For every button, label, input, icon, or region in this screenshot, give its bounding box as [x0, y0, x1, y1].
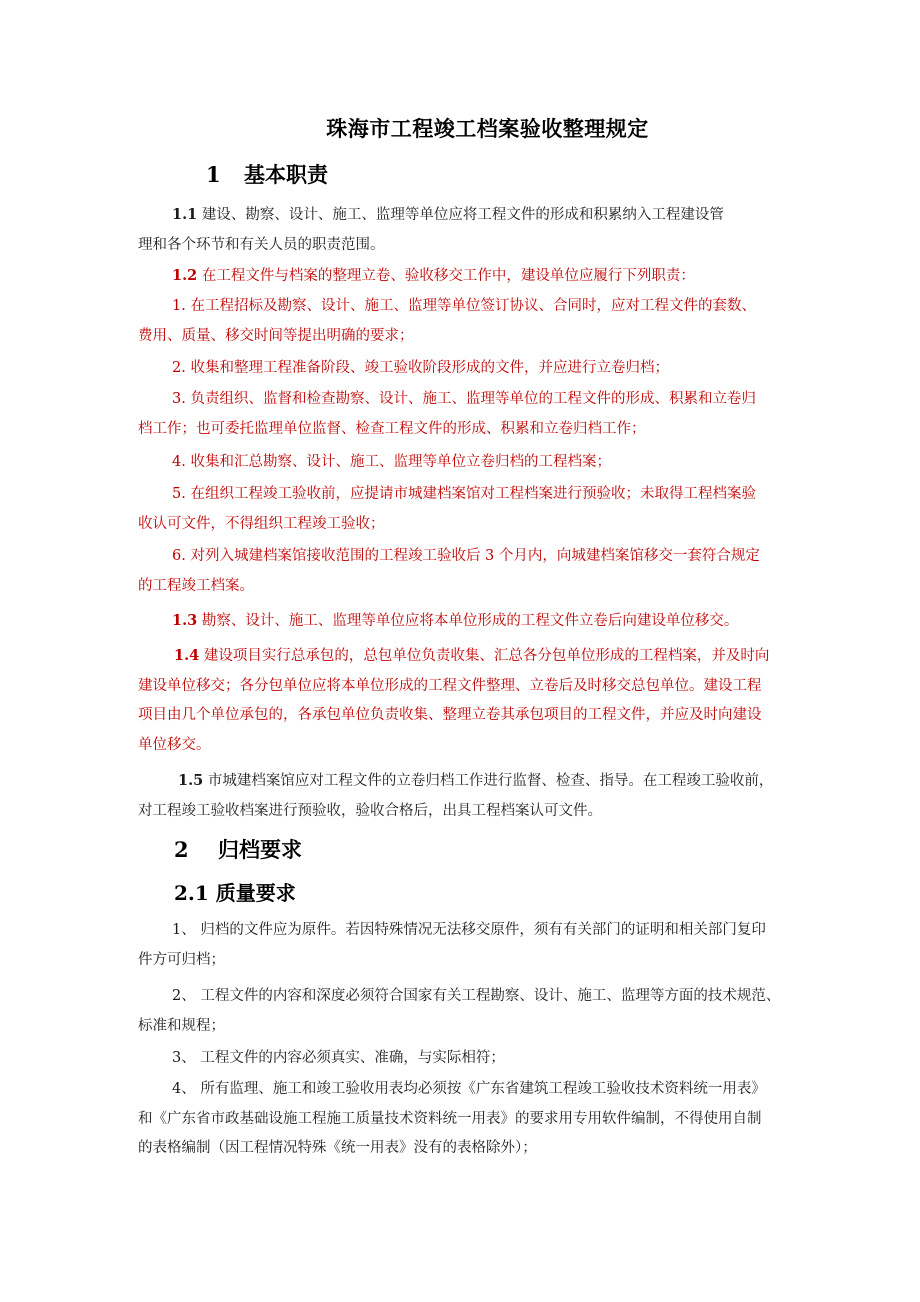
- section-2-title: 归档要求: [218, 837, 302, 862]
- paragraph-1-1-line2: 理和各个环节和有关人员的职责范围。: [138, 236, 385, 253]
- quality-item-1: [138, 916, 783, 975]
- paragraph-1-5-line1: 市城建档案馆应对工程文件的立卷归档工作进行监督、检查、指导。在工程竣工验收前，: [207, 773, 774, 789]
- paragraph-1-4-line1: 建设项目实行总承包的，总包单位负责收集、汇总各分包单位形成的工程档案，并及时向: [203, 648, 770, 664]
- list-item-number: 5.: [172, 486, 186, 502]
- list-item: [138, 354, 783, 384]
- list-item: [138, 448, 783, 478]
- list-item-text: 收集和汇总勘察、设计、施工、监理等单位立卷归档的工程档案；: [190, 454, 611, 470]
- list-item-text: 对列入城建档案馆接收范围的工程竣工验收后 3 个月内，向城建档案馆移交一套符合规定: [190, 548, 760, 564]
- paragraph-1-1: [138, 200, 783, 260]
- paragraph-1-3: [138, 606, 783, 637]
- section-2-1-heading: 2.1 质量要求: [174, 881, 296, 905]
- list-item-text-cont: 费用、质量、移交时间等提出明确的要求；: [138, 327, 414, 344]
- list-item-number: 1.: [172, 298, 186, 314]
- document-title: 珠海市工程竣工档案验收整理规定: [326, 116, 649, 141]
- paragraph-1-1-number: 1.1: [172, 206, 198, 223]
- list-item: [138, 480, 783, 539]
- list-item-number: 6.: [172, 548, 186, 564]
- quality-item-4-line3: 的表格编制（因工程情况特殊《统一用表》没有的表格除外）；: [138, 1140, 537, 1156]
- quality-item-2: [138, 982, 783, 1041]
- quality-item-4: [138, 1075, 783, 1164]
- quality-item-2-line2: 标准和规程；: [138, 1017, 225, 1034]
- list-item-text: 收集和整理工程准备阶段、竣工验收阶段形成的文件，并应进行立卷归档；: [190, 360, 669, 376]
- quality-item-2-line1: 2、 工程文件的内容和深度必须符合国家有关工程勘察、设计、施工、监理等方面的技术规范、: [172, 988, 781, 1004]
- paragraph-1-5-number: 1.5: [178, 772, 204, 789]
- paragraph-1-2-number: 1.2: [172, 267, 198, 284]
- paragraph-1-4-line2: 建设单位移交；各分包单位应将本单位形成的工程文件整理、立卷后及时移交总包单位。建设工程: [138, 677, 762, 694]
- paragraph-1-3-text: 勘察、设计、施工、监理等单位应将本单位形成的工程文件立卷后向建设单位移交。: [201, 613, 739, 629]
- paragraph-1-1-line1: 建设、勘察、设计、施工、监理等单位应将工程文件的形成和积累纳入工程建设管: [201, 207, 724, 223]
- quality-item-3: [138, 1044, 783, 1074]
- list-item-text-cont: 的工程竣工档案。: [138, 577, 254, 594]
- section-1-number: 1: [206, 162, 221, 187]
- paragraph-1-4-line4: 单位移交。: [138, 736, 211, 753]
- paragraph-1-5: [138, 766, 783, 826]
- section-1-title: 基本职责: [244, 162, 328, 187]
- list-item-text-cont: 收认可文件，不得组织工程竣工验收；: [138, 515, 385, 532]
- list-item: [138, 292, 783, 351]
- list-item-text: 在组织工程竣工验收前，应提请市城建档案馆对工程档案进行预验收；未取得工程档案验: [190, 486, 756, 502]
- quality-item-3-line1: 3、 工程文件的内容必须真实、准确，与实际相符；: [172, 1050, 505, 1066]
- list-item-number: 2.: [172, 360, 186, 376]
- paragraph-1-4-line3: 项目由几个单位承包的，各承包单位负责收集、整理立卷其承包项目的工程文件，并应及时向建设: [138, 707, 762, 723]
- section-1-heading: [206, 159, 328, 189]
- quality-item-1-line2: 件方可归档；: [138, 951, 225, 968]
- paragraph-1-3-number: 1.3: [172, 612, 198, 629]
- list-item-text: 在工程招标及勘察、设计、施工、监理等单位签订协议、合同时，应对工程文件的套数、: [190, 298, 756, 314]
- paragraph-1-5-line2: 对工程竣工验收档案进行预验收，验收合格后，出具工程档案认可文件。: [138, 802, 602, 819]
- list-item: [138, 542, 783, 601]
- list-item: [138, 385, 783, 444]
- list-item-text-cont: 档工作；也可委托监理单位监督、检查工程文件的形成、积累和立卷归档工作；: [138, 420, 646, 437]
- section-2-heading: [174, 834, 302, 864]
- paragraph-1-4: [138, 641, 783, 760]
- quality-item-4-line2: 和《广东省市政基础设施工程施工质量技术资料统一用表》的要求用专用软件编制，不得使用自制: [138, 1110, 762, 1127]
- quality-item-4-line1: 4、 所有监理、施工和竣工验收用表均必须按《广东省建筑工程竣工验收技术资料统一用表》: [172, 1081, 766, 1097]
- list-item-text: 负责组织、监督和检查勘察、设计、施工、监理等单位的工程文件的形成、积累和立卷归: [190, 391, 756, 407]
- list-item-number: 4.: [172, 454, 186, 470]
- list-item-number: 3.: [172, 391, 186, 407]
- section-2-number: 2: [174, 837, 189, 862]
- paragraph-1-2-text: 在工程文件与档案的整理立卷、验收移交工作中，建设单位应履行下列职责：: [201, 268, 695, 284]
- paragraph-1-2: [138, 261, 783, 292]
- paragraph-1-4-number: 1.4: [174, 647, 200, 664]
- quality-item-1-line1: 1、 归档的文件应为原件。若因特殊情况无法移交原件，须有有关部门的证明和相关部门复印: [172, 922, 766, 938]
